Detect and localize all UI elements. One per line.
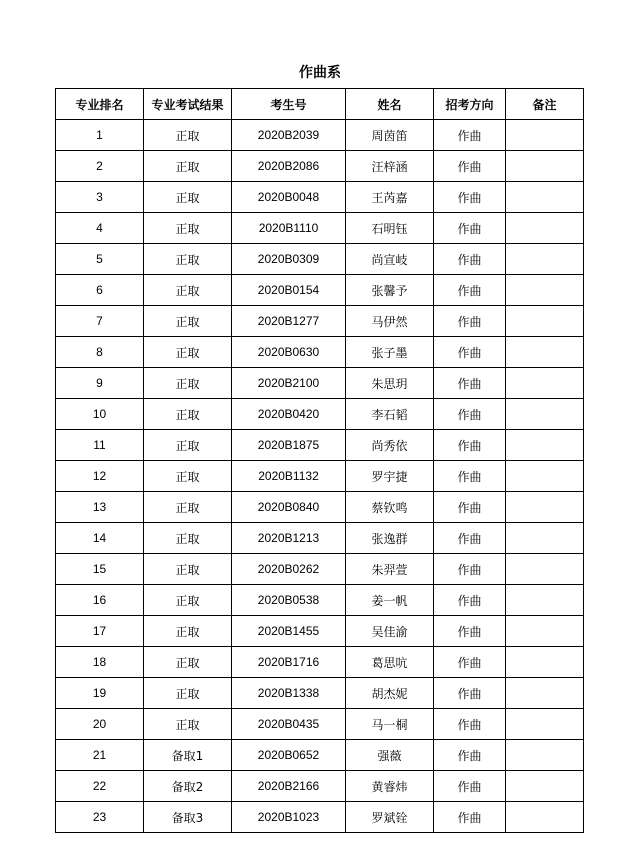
table-header-row xyxy=(56,89,584,120)
result-cell: 正取 xyxy=(144,585,232,616)
note-cell xyxy=(506,182,584,213)
candidate-id-cell: 2020B2039 xyxy=(232,120,346,151)
name-cell: 马一桐 xyxy=(346,709,434,740)
rank-cell: 4 xyxy=(56,213,144,244)
table-row xyxy=(56,523,584,554)
rank-cell: 23 xyxy=(56,802,144,833)
result-cell: 正取 xyxy=(144,275,232,306)
table-row xyxy=(56,306,584,337)
name-cell: 张子墨 xyxy=(346,337,434,368)
name-cell: 罗斌铨 xyxy=(346,802,434,833)
result-cell: 正取 xyxy=(144,244,232,275)
result-cell: 正取 xyxy=(144,213,232,244)
name-cell: 罗宇捷 xyxy=(346,461,434,492)
note-cell xyxy=(506,275,584,306)
table-row xyxy=(56,802,584,833)
rank-cell: 1 xyxy=(56,120,144,151)
candidate-id-cell: 2020B0652 xyxy=(232,740,346,771)
candidate-id-cell: 2020B0262 xyxy=(232,554,346,585)
table-row xyxy=(56,337,584,368)
result-cell: 备取1 xyxy=(144,740,232,771)
direction-cell: 作曲 xyxy=(434,492,506,523)
candidate-id-cell: 2020B1023 xyxy=(232,802,346,833)
table-row xyxy=(56,554,584,585)
note-cell xyxy=(506,740,584,771)
rank-cell: 22 xyxy=(56,771,144,802)
name-cell: 强薇 xyxy=(346,740,434,771)
direction-cell: 作曲 xyxy=(434,771,506,802)
rank-cell: 5 xyxy=(56,244,144,275)
candidate-id-cell: 2020B0840 xyxy=(232,492,346,523)
direction-cell: 作曲 xyxy=(434,647,506,678)
rank-cell: 10 xyxy=(56,399,144,430)
candidate-id-cell: 2020B0309 xyxy=(232,244,346,275)
table-row xyxy=(56,616,584,647)
direction-cell: 作曲 xyxy=(434,399,506,430)
result-cell: 正取 xyxy=(144,523,232,554)
note-cell xyxy=(506,461,584,492)
table-row xyxy=(56,399,584,430)
results-table xyxy=(55,88,584,833)
table-row xyxy=(56,275,584,306)
note-cell xyxy=(506,709,584,740)
result-cell: 正取 xyxy=(144,151,232,182)
result-cell: 正取 xyxy=(144,399,232,430)
table-row xyxy=(56,461,584,492)
candidate-id-cell: 2020B2166 xyxy=(232,771,346,802)
table-row xyxy=(56,213,584,244)
note-cell xyxy=(506,647,584,678)
table-row xyxy=(56,120,584,151)
result-cell: 正取 xyxy=(144,554,232,585)
rank-cell: 17 xyxy=(56,616,144,647)
rank-cell: 7 xyxy=(56,306,144,337)
table-body xyxy=(56,120,584,833)
note-cell xyxy=(506,120,584,151)
candidate-id-cell: 2020B2086 xyxy=(232,151,346,182)
name-cell: 胡杰妮 xyxy=(346,678,434,709)
direction-cell: 作曲 xyxy=(434,802,506,833)
direction-cell: 作曲 xyxy=(434,678,506,709)
header-result: 专业考试结果 xyxy=(144,89,232,120)
rank-cell: 8 xyxy=(56,337,144,368)
rank-cell: 20 xyxy=(56,709,144,740)
result-cell: 正取 xyxy=(144,182,232,213)
direction-cell: 作曲 xyxy=(434,430,506,461)
direction-cell: 作曲 xyxy=(434,244,506,275)
candidate-id-cell: 2020B1132 xyxy=(232,461,346,492)
note-cell xyxy=(506,151,584,182)
direction-cell: 作曲 xyxy=(434,461,506,492)
candidate-id-cell: 2020B0154 xyxy=(232,275,346,306)
rank-cell: 6 xyxy=(56,275,144,306)
direction-cell: 作曲 xyxy=(434,554,506,585)
candidate-id-cell: 2020B1277 xyxy=(232,306,346,337)
table-row xyxy=(56,368,584,399)
rank-cell: 2 xyxy=(56,151,144,182)
note-cell xyxy=(506,244,584,275)
candidate-id-cell: 2020B0048 xyxy=(232,182,346,213)
name-cell: 马伊然 xyxy=(346,306,434,337)
note-cell xyxy=(506,430,584,461)
rank-cell: 14 xyxy=(56,523,144,554)
name-cell: 汪梓涵 xyxy=(346,151,434,182)
result-cell: 正取 xyxy=(144,647,232,678)
name-cell: 周茵笛 xyxy=(346,120,434,151)
candidate-id-cell: 2020B0435 xyxy=(232,709,346,740)
candidate-id-cell: 2020B0538 xyxy=(232,585,346,616)
table-row xyxy=(56,492,584,523)
result-cell: 正取 xyxy=(144,430,232,461)
result-cell: 备取2 xyxy=(144,771,232,802)
rank-cell: 12 xyxy=(56,461,144,492)
candidate-id-cell: 2020B1455 xyxy=(232,616,346,647)
direction-cell: 作曲 xyxy=(434,368,506,399)
result-cell: 正取 xyxy=(144,337,232,368)
note-cell xyxy=(506,213,584,244)
note-cell xyxy=(506,368,584,399)
direction-cell: 作曲 xyxy=(434,585,506,616)
result-cell: 正取 xyxy=(144,678,232,709)
direction-cell: 作曲 xyxy=(434,151,506,182)
note-cell xyxy=(506,678,584,709)
rank-cell: 16 xyxy=(56,585,144,616)
rank-cell: 11 xyxy=(56,430,144,461)
table-row xyxy=(56,151,584,182)
name-cell: 李石韬 xyxy=(346,399,434,430)
note-cell xyxy=(506,554,584,585)
result-cell: 正取 xyxy=(144,306,232,337)
note-cell xyxy=(506,306,584,337)
result-cell: 备取3 xyxy=(144,802,232,833)
header-direction: 招考方向 xyxy=(434,89,506,120)
name-cell: 姜一帆 xyxy=(346,585,434,616)
direction-cell: 作曲 xyxy=(434,337,506,368)
direction-cell: 作曲 xyxy=(434,120,506,151)
note-cell xyxy=(506,523,584,554)
table-row xyxy=(56,244,584,275)
note-cell xyxy=(506,616,584,647)
direction-cell: 作曲 xyxy=(434,523,506,554)
name-cell: 张逸群 xyxy=(346,523,434,554)
note-cell xyxy=(506,337,584,368)
candidate-id-cell: 2020B0630 xyxy=(232,337,346,368)
header-candidate-id: 考生号 xyxy=(232,89,346,120)
rank-cell: 9 xyxy=(56,368,144,399)
table-row xyxy=(56,709,584,740)
candidate-id-cell: 2020B1875 xyxy=(232,430,346,461)
direction-cell: 作曲 xyxy=(434,616,506,647)
table-row xyxy=(56,182,584,213)
direction-cell: 作曲 xyxy=(434,182,506,213)
rank-cell: 19 xyxy=(56,678,144,709)
candidate-id-cell: 2020B2100 xyxy=(232,368,346,399)
result-cell: 正取 xyxy=(144,709,232,740)
rank-cell: 15 xyxy=(56,554,144,585)
result-cell: 正取 xyxy=(144,616,232,647)
name-cell: 王芮嘉 xyxy=(346,182,434,213)
table-row xyxy=(56,771,584,802)
result-cell: 正取 xyxy=(144,120,232,151)
rank-cell: 13 xyxy=(56,492,144,523)
name-cell: 石明钰 xyxy=(346,213,434,244)
table-row xyxy=(56,647,584,678)
result-cell: 正取 xyxy=(144,461,232,492)
candidate-id-cell: 2020B0420 xyxy=(232,399,346,430)
page-title: 作曲系 xyxy=(299,65,341,81)
note-cell xyxy=(506,771,584,802)
table-row xyxy=(56,740,584,771)
name-cell: 尚宣岐 xyxy=(346,244,434,275)
direction-cell: 作曲 xyxy=(434,740,506,771)
candidate-id-cell: 2020B1716 xyxy=(232,647,346,678)
direction-cell: 作曲 xyxy=(434,306,506,337)
name-cell: 蔡钦鸣 xyxy=(346,492,434,523)
header-note: 备注 xyxy=(506,89,584,120)
note-cell xyxy=(506,399,584,430)
name-cell: 朱思玥 xyxy=(346,368,434,399)
candidate-id-cell: 2020B1338 xyxy=(232,678,346,709)
name-cell: 尚秀依 xyxy=(346,430,434,461)
result-cell: 正取 xyxy=(144,368,232,399)
note-cell xyxy=(506,585,584,616)
name-cell: 朱羿萱 xyxy=(346,554,434,585)
header-rank: 专业排名 xyxy=(56,89,144,120)
header-name: 姓名 xyxy=(346,89,434,120)
direction-cell: 作曲 xyxy=(434,275,506,306)
table-row xyxy=(56,585,584,616)
table-row xyxy=(56,678,584,709)
direction-cell: 作曲 xyxy=(434,709,506,740)
name-cell: 吴佳渝 xyxy=(346,616,434,647)
name-cell: 张馨予 xyxy=(346,275,434,306)
rank-cell: 21 xyxy=(56,740,144,771)
result-cell: 正取 xyxy=(144,492,232,523)
note-cell xyxy=(506,492,584,523)
name-cell: 葛思吭 xyxy=(346,647,434,678)
rank-cell: 18 xyxy=(56,647,144,678)
rank-cell: 3 xyxy=(56,182,144,213)
note-cell xyxy=(506,802,584,833)
name-cell: 黄睿炜 xyxy=(346,771,434,802)
candidate-id-cell: 2020B1213 xyxy=(232,523,346,554)
direction-cell: 作曲 xyxy=(434,213,506,244)
table-row xyxy=(56,430,584,461)
candidate-id-cell: 2020B1110 xyxy=(232,213,346,244)
